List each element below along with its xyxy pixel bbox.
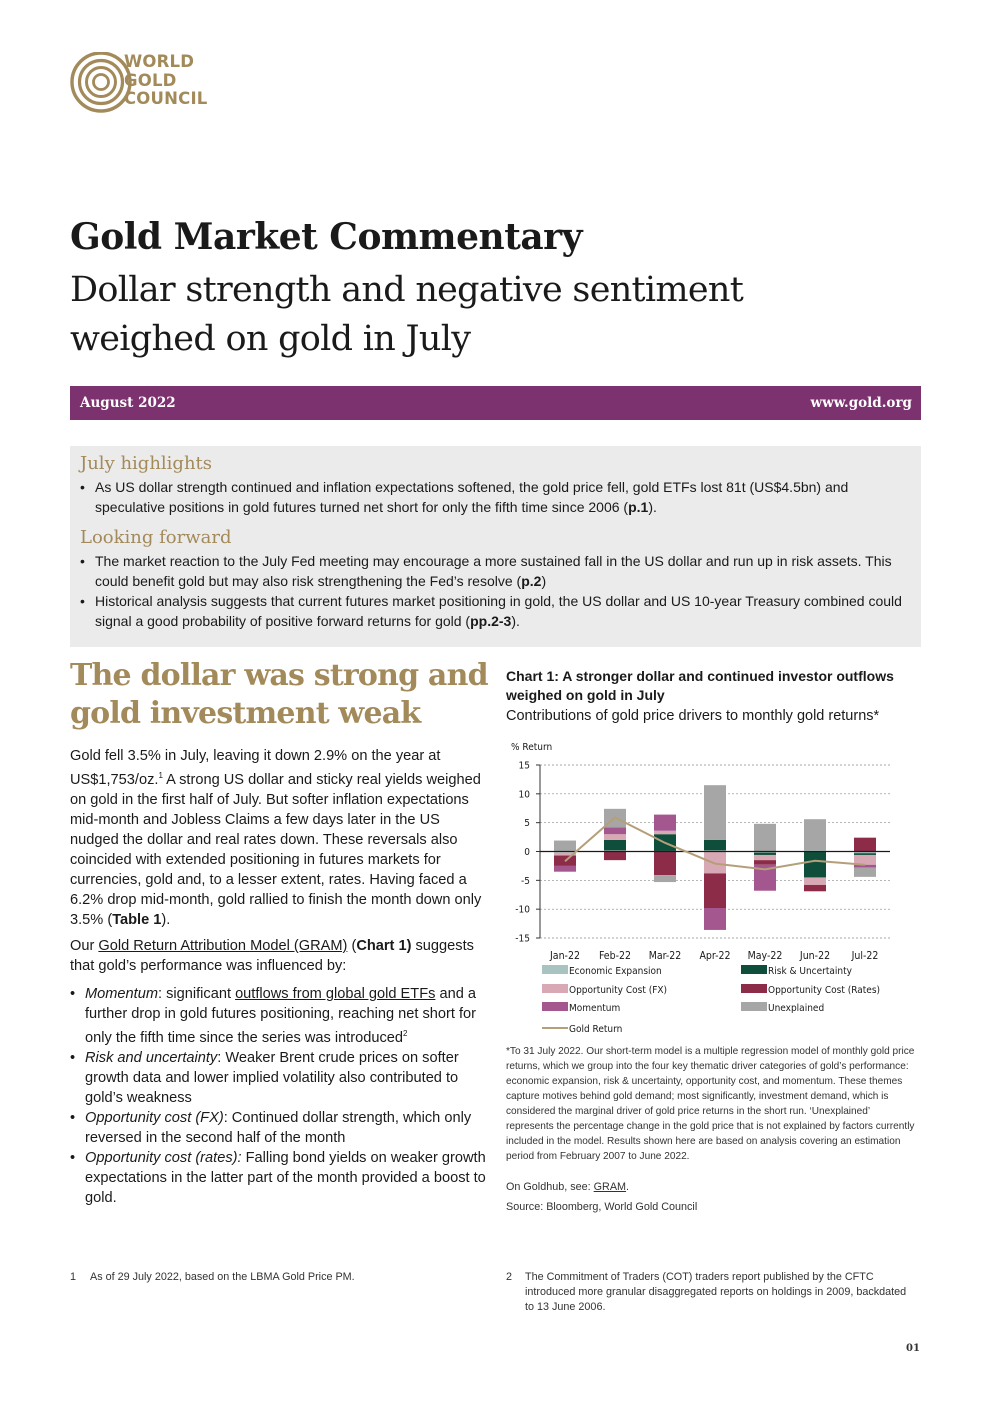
x-tick-label: Jan-22 — [550, 950, 580, 962]
y-axis-label: % Return — [511, 742, 553, 753]
logo-line-2: GOLD — [124, 70, 177, 90]
legend-swatch — [542, 1002, 568, 1011]
y-tick-label: -15 — [515, 933, 530, 945]
bar-segment — [704, 785, 726, 840]
bar-segment — [754, 855, 776, 860]
legend-label: Momentum — [569, 1003, 621, 1014]
bar-segment — [854, 868, 876, 877]
bar-segment — [854, 838, 876, 852]
logo-line-3: COUNCIL — [124, 89, 208, 108]
chart-title: Chart 1: A stronger dollar and continued investor outflows weighed on gold in July — [506, 668, 894, 703]
forward-bullet-1: • The market reaction to the July Fed meeting may encourage a more sustained fall in the US dollar and run up in risk assets. This could benefit gold but may also risk strengthening the Fed’s resolve (p.2) — [80, 553, 892, 589]
gold-returns-chart — [506, 737, 921, 1037]
footnote-1: As of 29 July 2022, based on the LBMA Gold Price PM. — [90, 1271, 355, 1283]
forward-bullet-2: • Historical analysis suggests that current futures market positioning in gold, the US dollar and US 10-year Treasury combined could signal a good probability of positive forward returns for gold (pp.2-3). — [80, 593, 902, 629]
x-tick-label: Feb-22 — [598, 950, 632, 962]
x-tick-label: Jul-22 — [851, 950, 879, 962]
y-tick-label: -5 — [521, 875, 530, 887]
y-tick-label: 5 — [524, 818, 530, 830]
document-subtitle: Dollar strength and negative sentiment weighed on gold in July — [70, 270, 744, 359]
bar-segment — [654, 852, 676, 876]
legend-label: Opportunity Cost (Rates) — [768, 985, 881, 996]
gram-link[interactable]: Gold Return Attribution Model (GRAM) — [98, 938, 348, 954]
bar-segment — [654, 815, 676, 831]
bar-segment — [604, 834, 626, 840]
x-tick-label: May-22 — [747, 950, 783, 962]
x-tick-label: Jun-22 — [799, 950, 831, 962]
bar-segment — [804, 885, 826, 891]
y-tick-label: 0 — [524, 847, 530, 858]
paragraph-2: Our Gold Return Attribution Model (GRAM) (Chart 1) suggests that gold’s performance was influenced by: — [70, 938, 474, 974]
x-tick-label: Apr-22 — [699, 950, 731, 962]
legend-label: Risk & Uncertainty — [768, 966, 852, 977]
legend-swatch — [741, 984, 767, 993]
x-tick-label: Mar-22 — [648, 950, 682, 962]
bar-segment — [804, 877, 826, 884]
bar-segment — [754, 824, 776, 852]
legend-swatch — [741, 965, 767, 974]
bar-segment — [754, 853, 776, 855]
footnote-1-number: 1 — [70, 1271, 77, 1283]
bar-segment — [854, 853, 876, 855]
bar-segment — [704, 852, 726, 874]
goldhub-gram-link[interactable]: GRAM — [593, 1181, 627, 1193]
drivers-list — [70, 984, 490, 1208]
bar-segment — [604, 852, 626, 861]
legend-label: Economic Expansion — [569, 966, 662, 977]
bar-segment — [654, 875, 676, 882]
logo-wordmark — [124, 53, 208, 109]
publication-date: August 2022 — [80, 395, 176, 411]
y-tick-label: 10 — [518, 789, 530, 801]
y-tick-label: -10 — [515, 904, 530, 916]
legend-label: Unexplained — [768, 1003, 825, 1014]
bar-segment — [604, 840, 626, 850]
chart-subtitle: Contributions of gold price drivers to monthly gold returns* — [506, 708, 880, 724]
etf-outflows-link[interactable]: outflows from global gold ETFs — [235, 986, 436, 1002]
goldhub-reference: On Goldhub, see: GRAM. — [506, 1181, 630, 1193]
bar-segment — [804, 819, 826, 850]
list-item: • Opportunity cost (rates): Falling bond yields on weaker growth expectations in the latter part of the month provided a boost to gold. — [70, 1149, 486, 1206]
date-bar — [70, 386, 921, 420]
bar-segment — [704, 908, 726, 930]
bar-segment — [854, 865, 876, 868]
legend-label: Opportunity Cost (FX) — [569, 985, 668, 996]
paragraph-1: Gold fell 3.5% in July, leaving it down 2.9% on the year at US$1,753/oz.$^1$ A strong US dollar and sticky real yields weighed on gold in the first half of July. But softer inflation expectations mid-month and Jobless Claims a few days later in the US nudged the dollar and real rates down. These reversals also coincided with extended positioning in futures markets for currencies, gold and, to a lesser extent, rates. Having faced a 6.2% drop mid-month, gold rallied to finish the month down only 3.5% (Table 1). — [70, 748, 482, 928]
bar-segment — [804, 852, 826, 878]
bar-segment — [654, 831, 676, 834]
highlights-box — [70, 446, 921, 647]
website-link[interactable]: www.gold.org — [810, 395, 912, 411]
bar-segment — [554, 866, 576, 872]
legend-swatch — [542, 965, 568, 974]
bar-segment — [554, 841, 576, 851]
section-heading: The dollar was strong and gold investment weak — [70, 658, 488, 731]
chart-source: Source: Bloomberg, World Gold Council — [506, 1201, 698, 1213]
bar-segment — [704, 873, 726, 908]
legend-swatch — [542, 984, 568, 993]
list-item: • Momentum: significant outflows from global gold ETFs and a further drop in gold futures positioning, reaching net short for only the fifth time since the series was introduced$^2$ — [70, 986, 477, 1046]
logo-line-1: WORLD — [124, 52, 195, 71]
bar-segment — [754, 860, 776, 865]
list-item: • Opportunity cost (FX): Continued dollar strength, which only reversed in the second half of the month — [70, 1109, 472, 1146]
bar-segment — [704, 840, 726, 850]
highlights-heading: July highlights — [80, 453, 213, 474]
chart-note: *To 31 July 2022. Our short-term model is a multiple regression model of monthly gold price returns, which we group into the four key thematic driver categories of gold’s performance: economic expansion, risk & uncertainty, opportunity cost, and momentum. These themes capture motives behind gold demand; most significantly, investment demand, which is considered the marginal driver of gold price returns in the short run. ‘Unexplained’ represents the percentage change in the gold price that is not explained by factors currently included in the model. Results shown here are based on analysis covering an estimation period from February 2007 to June 2022. — [506, 1046, 915, 1162]
bar-segment — [604, 827, 626, 834]
list-item: • Risk and uncertainty: Weaker Brent crude prices on softer growth data and lower implied volatility also contributed to gold’s weakness — [70, 1049, 459, 1106]
legend-swatch — [741, 1002, 767, 1011]
document-title: Gold Market Commentary — [70, 216, 583, 258]
page-number: 01 — [906, 1343, 920, 1354]
y-tick-label: 15 — [518, 760, 530, 772]
highlight-bullet-1: • As US dollar strength continued and inflation expectations softened, the gold price fell, gold ETFs lost 81t (US$4.5bn) and speculative positions in gold futures turned net short for only the fifth time since 2006 (p.1). — [80, 479, 849, 515]
footnote-2: The Commitment of Traders (COT) traders report published by the CFTC introduced more granular disaggregated reports on holdings in 2009, backdated to 13 June 2006. — [525, 1271, 907, 1313]
legend-label: Gold Return — [569, 1024, 623, 1035]
footnote-2-number: 2 — [506, 1271, 513, 1283]
looking-forward-heading: Looking forward — [80, 527, 232, 548]
